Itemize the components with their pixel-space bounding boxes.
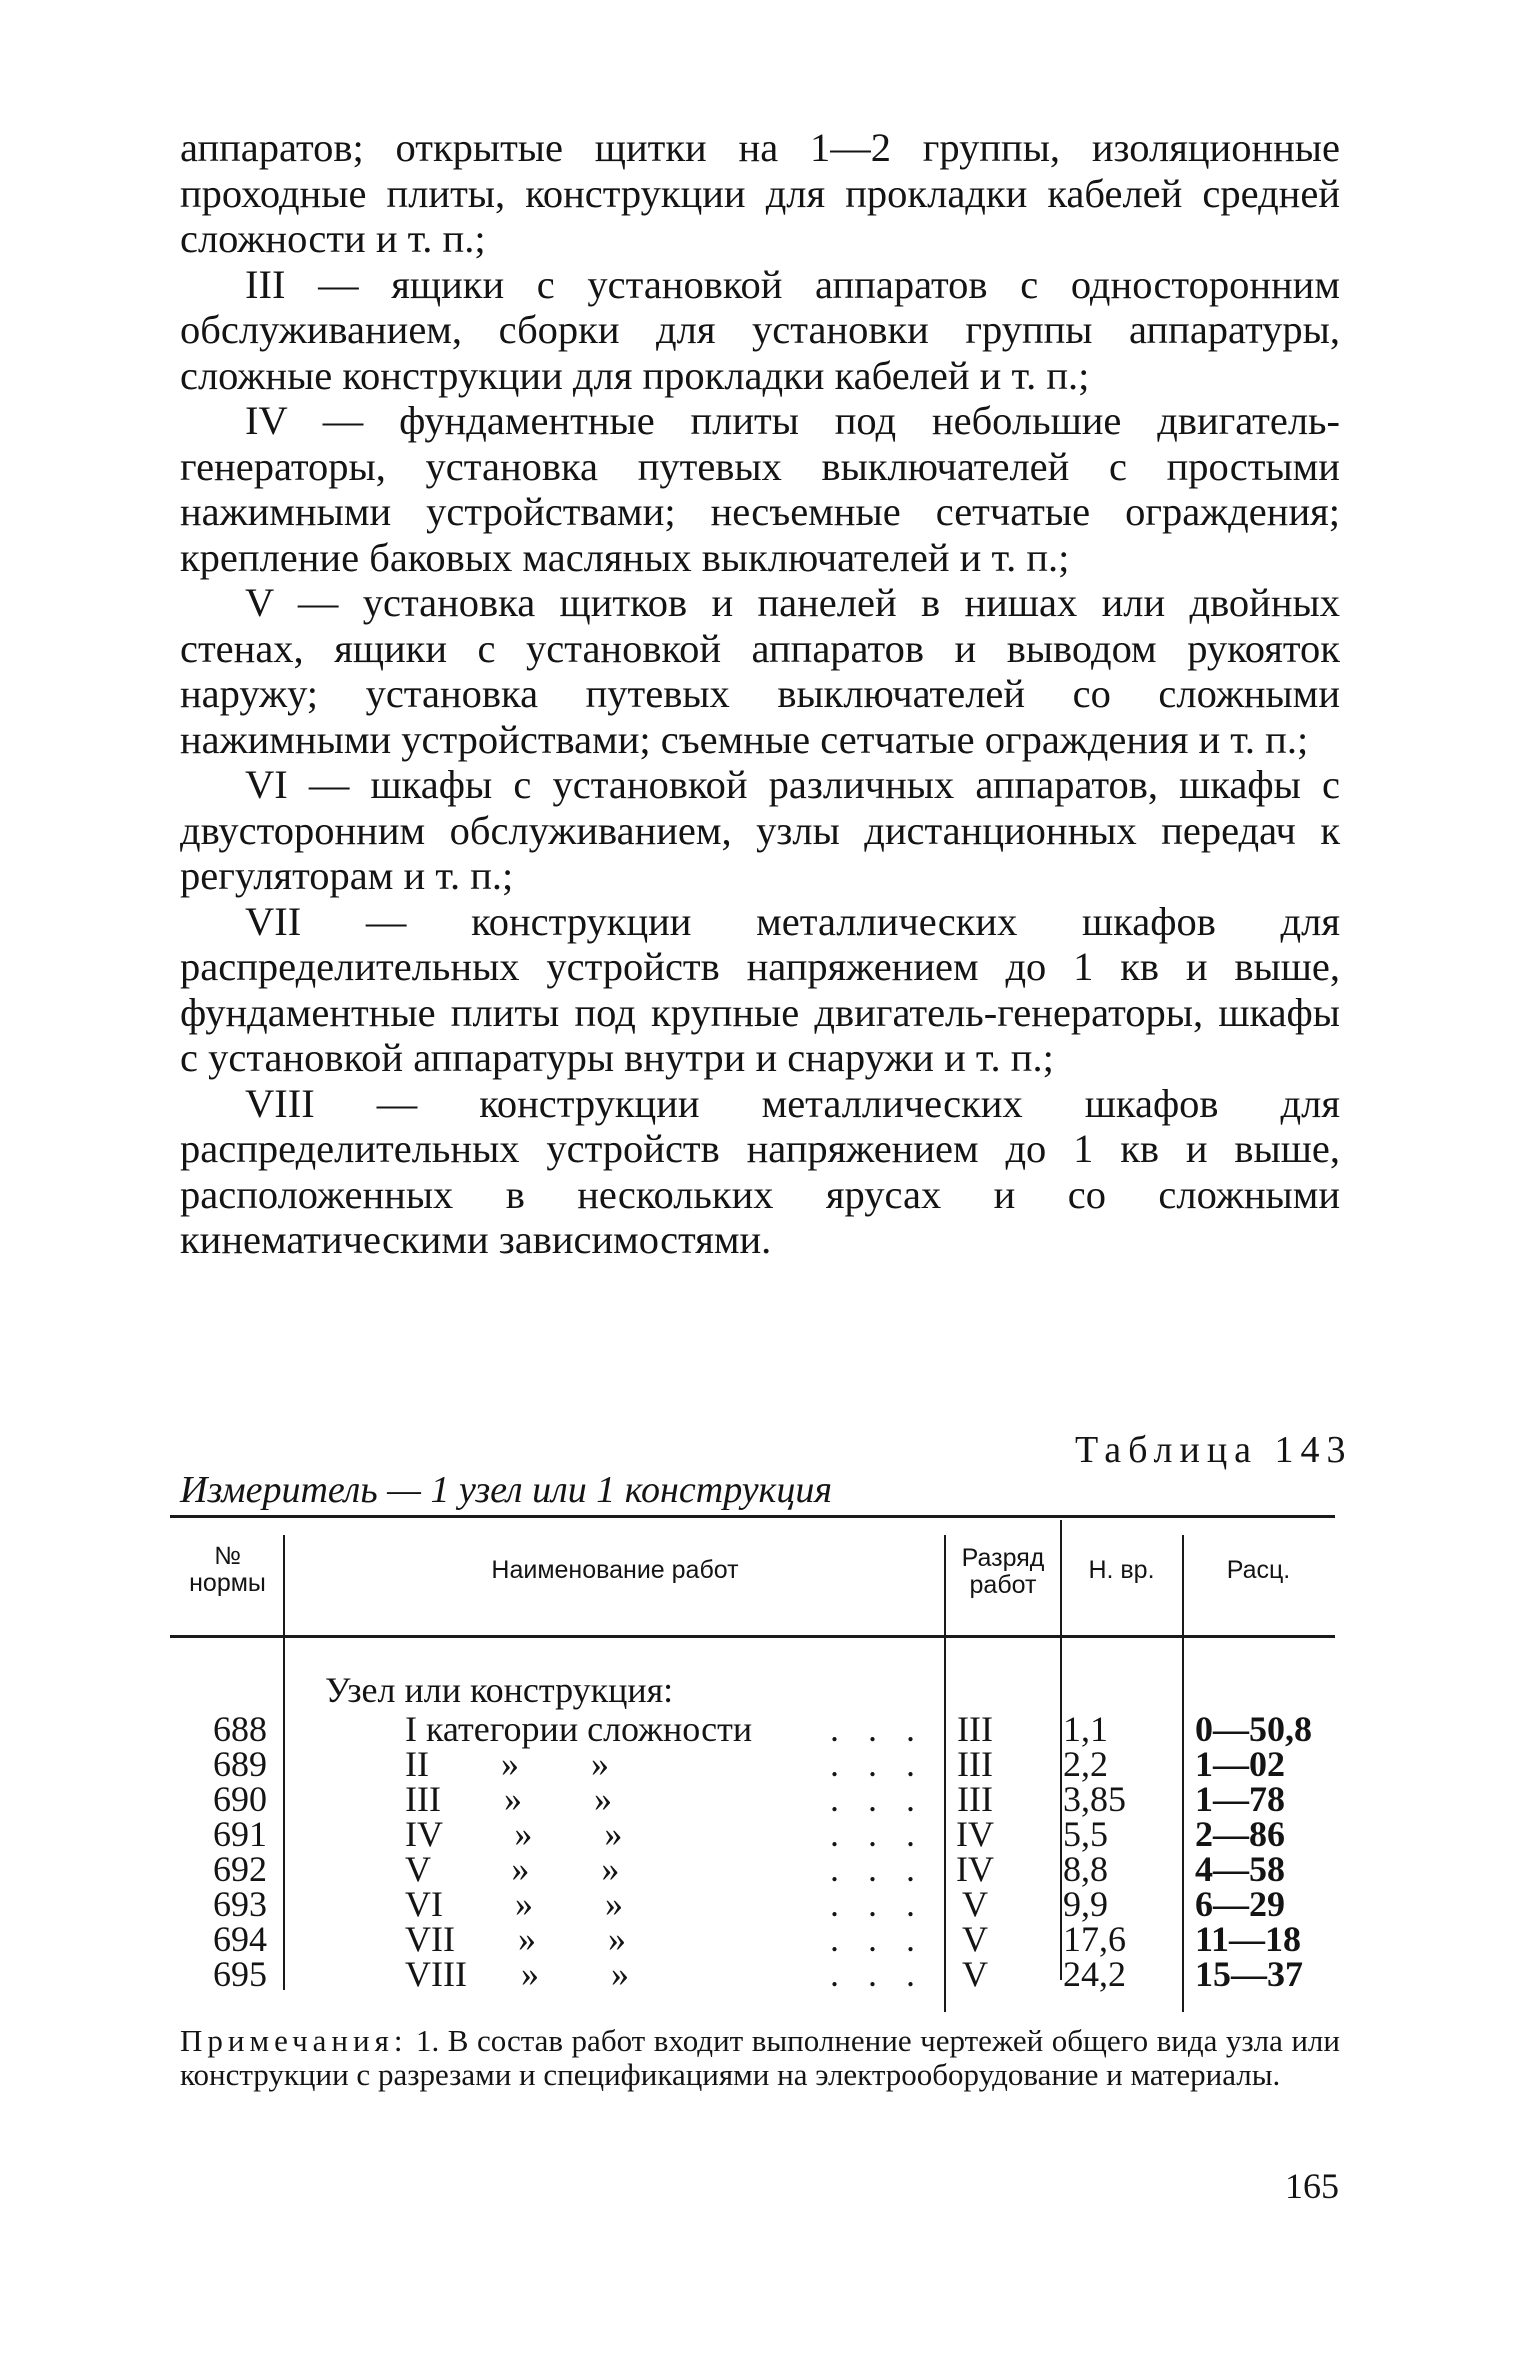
paragraph-category-vi: VI — шкафы с установкой различных аппаратов, шкафы с двусторонним обслуживанием, узлы дистанционных передач к регуляторам и т. п.; bbox=[180, 762, 1340, 898]
leader-dots: . . . bbox=[830, 1779, 925, 1819]
norm-number: 691 bbox=[213, 1814, 267, 1854]
leader-dots: . . . bbox=[830, 1814, 925, 1854]
time-norm: 3,85 bbox=[1063, 1779, 1126, 1819]
table-row bbox=[170, 1919, 1335, 1959]
leader-dots: . . . bbox=[830, 1954, 925, 1994]
header-category bbox=[948, 1545, 1058, 1599]
table-row bbox=[170, 1849, 1335, 1889]
time-norm: 1,1 bbox=[1063, 1709, 1108, 1749]
norm-number: 695 bbox=[213, 1954, 267, 1994]
time-norm: 24,2 bbox=[1063, 1954, 1126, 1994]
table-row bbox=[170, 1744, 1335, 1784]
leader-dots: . . . bbox=[830, 1884, 925, 1924]
work-name: VIII » » bbox=[405, 1954, 629, 1994]
norms-table bbox=[170, 1515, 1335, 2012]
rate: 6—29 bbox=[1195, 1884, 1285, 1924]
work-name: I категории сложности bbox=[405, 1709, 753, 1749]
leader-dots: . . . bbox=[830, 1849, 925, 1889]
leader-dots: . . . bbox=[830, 1744, 925, 1784]
table-row bbox=[170, 1954, 1335, 1994]
rate: 1—78 bbox=[1195, 1779, 1285, 1819]
header-norm-number-line2: нормы bbox=[189, 1569, 266, 1597]
body-text bbox=[180, 125, 1340, 1263]
work-category: V bbox=[962, 1954, 988, 1994]
paragraph-category-viii: VIII — конструкции металлических шкафов для распределительных устройств напряжением до 1 кв и выше, расположенных в нескольких ярусах и со сложными кинематическими зависимостями. bbox=[180, 1080, 1340, 1262]
table-measure: Измеритель — 1 узел или 1 конструкция bbox=[180, 1469, 832, 1511]
work-category: III bbox=[957, 1744, 993, 1784]
norm-number: 690 bbox=[213, 1779, 267, 1819]
page-number: 165 bbox=[1285, 2166, 1339, 2206]
work-name: II » » bbox=[405, 1744, 609, 1784]
leader-dots: . . . bbox=[830, 1919, 925, 1959]
time-norm: 5,5 bbox=[1063, 1814, 1108, 1854]
paragraph-continuation: аппаратов; открытые щитки на 1—2 группы, изоляционные проходные плиты, конструкции для прокладки кабелей средней сложности и т. п.; bbox=[180, 125, 1340, 261]
rate: 0—50,8 bbox=[1195, 1709, 1312, 1749]
time-norm: 2,2 bbox=[1063, 1744, 1108, 1784]
time-norm: 17,6 bbox=[1063, 1919, 1126, 1959]
paragraph-category-v: V — установка щитков и панелей в нишах или двойных стенах, ящики с установкой аппаратов и выводом рукояток наружу; установка путевых выключателей со сложными нажимными устройствами; съемные сетчатые ограждения и т. п.; bbox=[180, 580, 1340, 762]
work-name: III » » bbox=[405, 1779, 612, 1819]
rate: 2—86 bbox=[1195, 1814, 1285, 1854]
header-category-line1: Разряд bbox=[961, 1544, 1045, 1572]
work-category: IV bbox=[956, 1849, 994, 1889]
header-category-line2: работ bbox=[969, 1571, 1037, 1599]
paragraph-category-iii: III — ящики с установкой аппаратов с односторонним обслуживанием, сборки для установки группы аппаратуры, сложные конструкции для прокладки кабелей и т. п.; bbox=[180, 261, 1340, 398]
work-category: V bbox=[962, 1884, 988, 1924]
work-category: III bbox=[957, 1779, 993, 1819]
table-top-rule bbox=[170, 1515, 1335, 1518]
time-norm: 8,8 bbox=[1063, 1849, 1108, 1889]
header-norm-number bbox=[175, 1543, 280, 1597]
work-name: IV » » bbox=[405, 1814, 623, 1854]
paragraph-category-vii: VII — конструкции металлических шкафов для распределительных устройств напряжением до 1 кв и выше, фундаментные плиты под крупные двигатель-генераторы, шкафы с установкой аппаратуры внутри и снаружи и т. п.; bbox=[180, 898, 1340, 1080]
table-notes bbox=[180, 2024, 1340, 2092]
rate: 11—18 bbox=[1195, 1919, 1302, 1959]
rate: 15—37 bbox=[1195, 1954, 1303, 1994]
table-row bbox=[170, 1779, 1335, 1819]
group-label: Узел или конструкция: bbox=[325, 1670, 674, 1710]
work-category: V bbox=[962, 1919, 988, 1959]
table-row bbox=[170, 1709, 1335, 1749]
table-caption: Таблица 143 bbox=[1075, 1429, 1353, 1471]
work-name: VII » » bbox=[405, 1919, 626, 1959]
norm-number: 689 bbox=[213, 1744, 267, 1784]
rate: 1—02 bbox=[1195, 1744, 1285, 1784]
table-row bbox=[170, 1814, 1335, 1854]
paragraph-category-iv: IV — фундаментные плиты под небольшие двигатель-генераторы, установка путевых выключателей с простыми нажимными устройствами; несъемные сетчатые ограждения; крепление баковых масляных выключателей и т. п.; bbox=[180, 398, 1340, 580]
notes-lead: Примечания: bbox=[180, 2023, 408, 2058]
norm-number: 688 bbox=[213, 1709, 267, 1749]
notes-text: 1. В состав работ входит выполнение чертежей общего вида узла или конструкции с разрезами и спецификациями на электрооборудование и материалы. bbox=[180, 2023, 1340, 2092]
work-name: V » » bbox=[405, 1849, 620, 1889]
table-row bbox=[170, 1884, 1335, 1924]
header-work-name: Наименование работ bbox=[491, 1556, 739, 1584]
header-norm-number-line1: № bbox=[214, 1542, 241, 1570]
work-category: IV bbox=[956, 1814, 994, 1854]
time-norm: 9,9 bbox=[1063, 1884, 1108, 1924]
header-rate: Расц. bbox=[1226, 1556, 1291, 1584]
norm-number: 693 bbox=[213, 1884, 267, 1924]
norm-number: 692 bbox=[213, 1849, 267, 1889]
work-category: III bbox=[957, 1709, 993, 1749]
rate: 4—58 bbox=[1195, 1849, 1285, 1889]
leader-dots: . . . bbox=[830, 1709, 925, 1749]
table-header-rule bbox=[170, 1635, 1335, 1638]
norm-number: 694 bbox=[213, 1919, 267, 1959]
header-time-norm: Н. вр. bbox=[1088, 1556, 1155, 1584]
work-name: VI » » bbox=[405, 1884, 623, 1924]
